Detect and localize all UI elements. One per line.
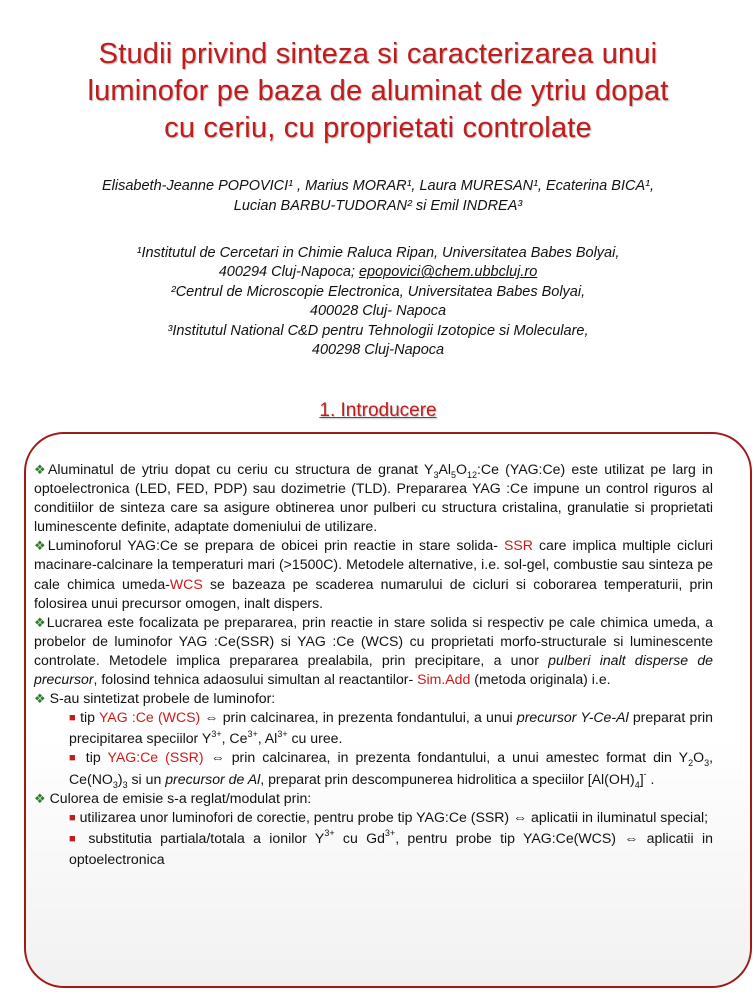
section-title: 1. Introducere: [319, 400, 437, 421]
affiliation-1-address: 400294 Cluj-Napoca;: [218, 264, 359, 281]
email-link[interactable]: epopovici@chem.ubbcluj.ro: [358, 264, 538, 281]
authors-line-1: Elisabeth-Jeanne POPOVICI¹ , Marius MORAR¹, Laura MURESAN¹, Ecaterina BICA¹,: [102, 178, 654, 194]
affiliation-1-line-1: ¹Institutul de Cercetari in Chimie Raluca Ripan, Universitatea Babes Bolyai,: [136, 245, 620, 261]
sub-item-correction: ■ utilizarea unor luminofori de corectie, pentru probe tip YAG:Ce (SSR) ⇔ aplicatii in iluminatul special;: [69, 808, 709, 825]
sub-item-ssr: ■ tip YAG:Ce (SSR) ⇔ prin calcinarea, in prezenta fondantului, a unui amestec format din $Y_2O_3$, $Ce(NO_3)_3$ si un precursor de Al, preparat prin descompunerea hidrolitica a speciilor $[Al(OH)_4]^-$ .: [69, 749, 713, 790]
authors-line-2: Lucian BARBU-TUDORAN² si Emil INDREA³: [233, 198, 523, 214]
intro-paragraph-4: ❖ S-au sintetizat probele de luminofor:: [34, 690, 276, 707]
square-bullet-icon: ■: [69, 832, 81, 845]
diamond-bullet-icon: ❖: [34, 538, 48, 554]
intro-text: [34, 460, 713, 869]
affiliations: [0, 244, 756, 360]
sub-item-wcs: ■ tip YAG :Ce (WCS) ⇔ prin calcinarea, in prezenta fondantului, a unui precursor Y-Ce-Al preparat prin precipitarea speciilor $Y^{3+}$, $Ce^{3+}$, $Al^{3+}$ cu uree.: [69, 709, 713, 747]
intro-paragraph-1: ❖Aluminatul de ytriu dopat cu ceriu cu structura de granat $Y_3Al_5O_{12}:Ce$ (YAG:Ce) este utilizat pe larg in optoelectronica (LED, FED, PDP) sau dozimetrie (TLD). Prepararea YAG :Ce impune un control riguros al conditiilor de sinteza care sa asigure obtinerea unor pulberi cu structura cristalina, granulatie si proprietati luminescente definite, adaptate domeniului de utilizare.: [34, 461, 713, 535]
affiliation-3-line-1: ³Institutul National C&D pentru Tehnologii Izotopice si Moleculare,: [167, 322, 589, 339]
authors: [0, 176, 756, 216]
diamond-bullet-icon: ❖: [34, 462, 48, 477]
poster-title: [0, 36, 756, 147]
sub-item-substitution: ■ substitutia partiala/totala a ionilor $Y^{3+}$ cu $Gd^{3+}$, pentru probe tip YAG:Ce(WCS) ⇔ aplicatii in optoelectronica: [69, 828, 713, 867]
square-bullet-icon: ■: [69, 712, 76, 725]
title-line-2: luminofor pe baza de aluminat de ytriu dopat: [87, 75, 669, 107]
affiliation-2-line-1: ²Centrul de Microscopie Electronica, Universitatea Babes Bolyai,: [170, 283, 586, 300]
intro-paragraph-3: ❖Lucrarea este focalizata pe prepararea, prin reactie in stare solida si respectiv pe cale chimica umeda, a probelor de luminofor YAG :Ce(SSR) si YAG :Ce (WCS) cu proprietati morfo-structurale si luminescente controlate. Metodele implica prepararea prealabila, prin precipitare, a unor pulberi inalt disperse de precursor, folosind tehnica adaosului simultan al reactantilor- Sim.Add (metoda originala) i.e.: [34, 613, 714, 688]
diamond-bullet-icon: ❖: [34, 691, 46, 707]
diamond-bullet-icon: ❖: [34, 614, 47, 630]
intro-paragraph-2: ❖Luminoforul YAG:Ce se prepara de obicei prin reactie in stare solida- SSR care implica multiple cicluri macinare-calcinare la temperaturi mari (>1500C). Metodele alternative, i.e. sol-gel, combustie sau sinteza pe cale chimica umeda-WCS se bazeaza pe scaderea numarului de cicluri si coborarea temperaturii, prin folosirea unui precursor omogen, inalt dispers.: [34, 537, 714, 611]
intro-paragraph-5: ❖ Culorea de emisie s-a reglat/modulat prin:: [34, 789, 312, 806]
square-bullet-icon: ■: [69, 811, 76, 824]
diamond-bullet-icon: ❖: [34, 790, 46, 806]
affiliation-2-line-2: 400028 Cluj- Napoca: [309, 303, 447, 320]
title-line-3: cu ceriu, cu proprietati controlate: [164, 112, 592, 144]
title-line-1: Studii privind sinteza si caracterizarea unui: [98, 38, 658, 70]
affiliation-3-line-2: 400298 Cluj-Napoca: [311, 342, 445, 359]
affiliation-1-line-2: [0, 263, 756, 282]
square-bullet-icon: ■: [69, 752, 79, 765]
